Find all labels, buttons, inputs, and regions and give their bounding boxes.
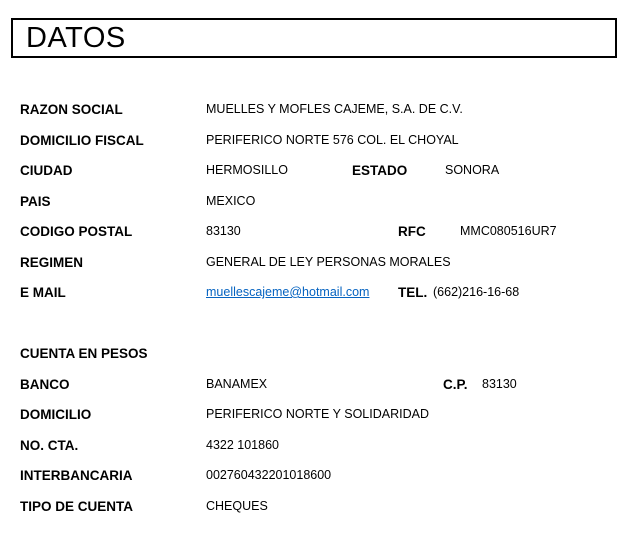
title-box [11,18,617,58]
no-cta-value: 4322 101860 [206,438,279,452]
field-row-domicilio [0,406,637,423]
page-title: DATOS [26,21,126,54]
field-row-tipo-de-cuenta [0,498,637,515]
banco-label: BANCO [20,377,70,392]
razon-social-label: RAZON SOCIAL [20,102,123,117]
codigo-postal-label: CODIGO POSTAL [20,224,133,239]
email-link[interactable]: muellescajeme@hotmail.com [206,285,370,299]
field-row-domicilio-fiscal [0,132,637,149]
interbancaria-value: 002760432201018600 [206,468,332,482]
estado-value: SONORA [445,163,500,177]
field-row-interbancaria [0,467,637,484]
field-row-razon-social [0,101,637,118]
domicilio-label: DOMICILIO [20,407,92,422]
interbancaria-label: INTERBANCARIA [20,468,133,483]
codigo-postal-value: 83130 [206,224,241,238]
field-row-regimen [0,254,637,271]
field-row-ciudad-estado [0,162,637,179]
domicilio-fiscal-value: PERIFERICO NORTE 576 COL. EL CHOYAL [206,133,459,147]
pais-value: MEXICO [206,194,256,208]
razon-social-value: MUELLES Y MOFLES CAJEME, S.A. DE C.V. [206,102,463,116]
rfc-label: RFC [398,224,426,239]
cuenta-en-pesos-heading: CUENTA EN PESOS [20,346,148,361]
domicilio-fiscal-label: DOMICILIO FISCAL [20,133,144,148]
estado-label: ESTADO [352,163,408,178]
banco-value: BANAMEX [206,377,268,391]
pais-label: PAIS [20,194,51,209]
tel-value: (662)216-16-68 [433,285,520,299]
section-heading-cuenta-en-pesos [0,345,637,362]
domicilio-value: PERIFERICO NORTE Y SOLIDARIDAD [206,407,429,421]
cp-value: 83130 [482,377,517,391]
field-row-codigo-postal-rfc [0,223,637,240]
field-row-email-tel [0,284,637,301]
tel-label: TEL. [398,285,428,300]
tipo-de-cuenta-value: CHEQUES [206,499,268,513]
tipo-de-cuenta-label: TIPO DE CUENTA [20,499,134,514]
rfc-value: MMC080516UR7 [460,224,557,238]
regimen-value: GENERAL DE LEY PERSONAS MORALES [206,255,451,269]
ciudad-value: HERMOSILLO [206,163,288,177]
cp-label: C.P. [443,377,468,392]
field-row-no-cta [0,437,637,454]
ciudad-label: CIUDAD [20,163,73,178]
regimen-label: REGIMEN [20,255,84,270]
no-cta-label: NO. CTA. [20,438,79,453]
email-label: E MAIL [20,285,66,300]
field-row-banco-cp [0,376,637,393]
field-row-pais [0,193,637,210]
